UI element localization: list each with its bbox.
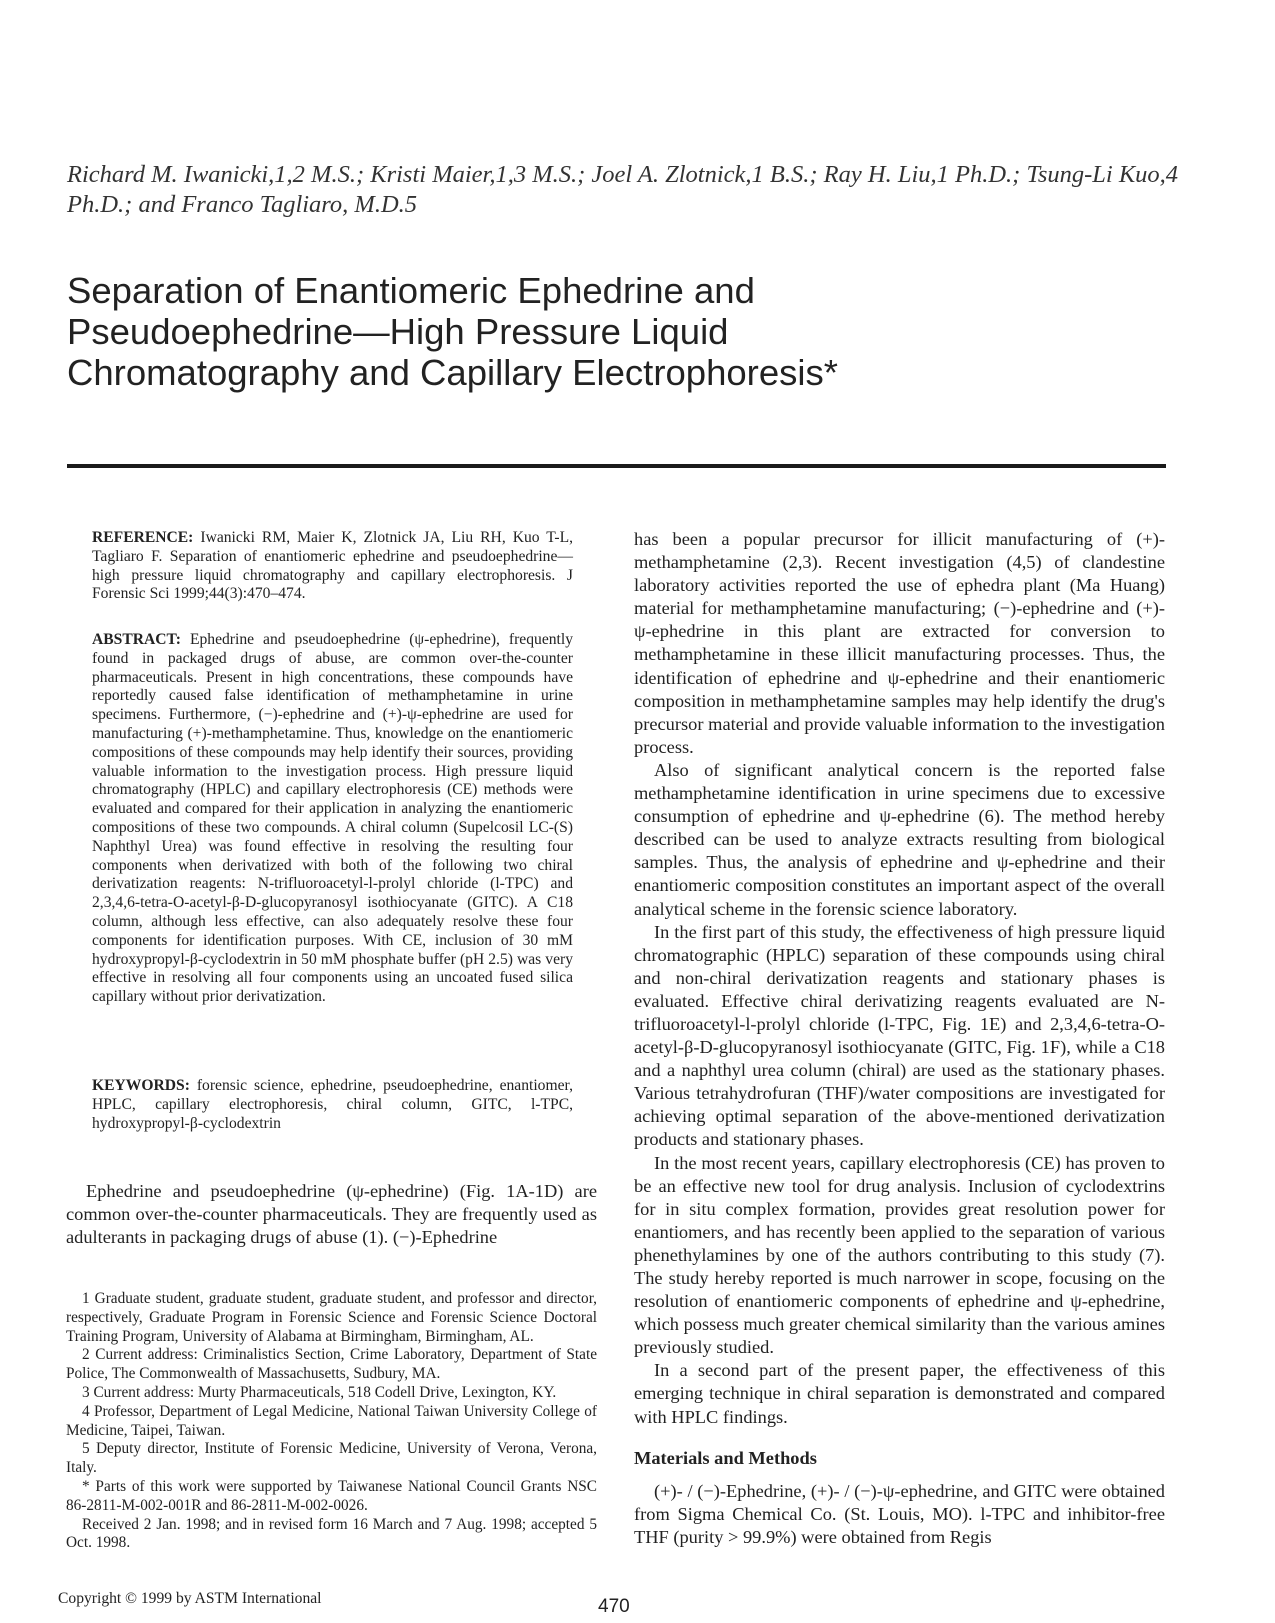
footnote: 5 Deputy director, Institute of Forensic Medicine, University of Verona, Verona, Italy. [66,1440,597,1477]
authors: Richard M. Iwanicki,1,2 M.S.; Kristi Maier,1,3 M.S.; Joel A. Zlotnick,1 B.S.; Ray H. Liu,1 Ph.D.; Tsung-Li Kuo,4 Ph.D.; and Franco Tagliaro, M.D.5 [67,161,1179,218]
paper-title: Separation of Enantiomeric Ephedrine and Pseudoephedrine—High Pressure Liquid Chromatography and Capillary Electrophoresis* [67,270,838,393]
section-heading: Materials and Methods [634,1447,817,1468]
reference-text: Iwanicki RM, Maier K, Zlotnick JA, Liu RH, Kuo T-L, Tagliaro F. Separation of enantiomeric ephedrine and pseudoephedrine—high pressure liquid chromatography and capillary electrophoresis. J Forensic Sci 1999;44(3):470–474. [92,529,573,603]
body-paragraph: (+)- / (−)-Ephedrine, (+)- / (−)-ψ-ephedrine, and GITC were obtained from Sigma Chemical Co. (St. Louis, MO). l-TPC and inhibitor-free THF (purity > 99.9%) were obtained from Regis [634,1480,1165,1547]
body-paragraph: In a second part of the present paper, the effectiveness of this emerging technique in chiral separation is demonstrated and compared with HPLC findings. [634,1360,1165,1427]
reference-block [92,529,573,604]
body-paragraph: In the most recent years, capillary electrophoresis (CE) has proven to be an effective new tool for drug analysis. Inclusion of cyclodextrins for in situ complex formation, provides great resolution power for enantiomers, and has recently been applied to the separation of various phenethylamines by one of the authors contributing to this study (7). The study hereby reported is much narrower in scope, focusing on the resolution of enantiomeric components of ephedrine and ψ-ephedrine, which possess much greater chemical similarity than the various amines previously studied. [634,1152,1165,1358]
intro-text: Ephedrine and pseudoephedrine (ψ-ephedrine) (Fig. 1A-1D) are common over-the-counter pharmaceuticals. They are frequently used as adulterants in packaging drugs of abuse (1). (−)-Ephedrine [66,1181,597,1248]
body-paragraph: Also of significant analytical concern is the reported false methamphetamine identification in urine specimens due to excessive consumption of ephedrine and ψ-ephedrine (6). The method hereby described can be used to analyze extracts resulting from biological samples. Thus, the analysis of ephedrine and ψ-ephedrine and their enantiomeric composition constitutes an important aspect of the overall analytical scheme in the forensic science laboratory. [634,759,1165,919]
page-number: 470 [598,1596,630,1617]
abstract-block [92,631,573,1007]
copyright: Copyright © 1999 by ASTM International [58,1590,322,1607]
keywords-block [92,1077,573,1133]
keywords-label: KEYWORDS: [92,1077,190,1094]
right-column [634,528,1165,1549]
body-paragraph: has been a popular precursor for illicit manufacturing of (+)-methamphetamine (2,3). Recent investigation (4,5) of clandestine laboratory activities reported the use of ephedra plant (Ma Huang) material for methamphetamine manufacturing; (−)-ephedrine and (+)-ψ-ephedrine in this plant are extracted for conversion to methamphetamine in these illicit manufacturing processes. Thus, the identification of ephedrine and ψ-ephedrine and their enantiomeric composition in methamphetamine samples may help identify the drug's precursor material and provide valuable information to the investigation process. [634,529,1165,757]
footnote: Received 2 Jan. 1998; and in revised form 16 March and 7 Aug. 1998; accepted 5 Oct. 1998. [66,1515,597,1552]
footnote: * Parts of this work were supported by Taiwanese National Council Grants NSC 86-2811-M-002-001R and 86-2811-M-002-0026. [66,1477,597,1514]
title-rule [67,464,1166,468]
footnote: 2 Current address: Criminalistics Section, Crime Laboratory, Department of State Police, The Commonwealth of Massachusetts, Sudbury, MA. [66,1346,597,1383]
footnote: 1 Graduate student, graduate student, graduate student, and professor and director, respectively, Graduate Program in Forensic Science and Forensic Science Doctoral Training Program, University of Alabama at Birmingham, Birmingham, AL. [66,1290,597,1345]
keywords-text: forensic science, ephedrine, pseudoephedrine, enantiomer, HPLC, capillary electrophoresis, chiral column, GITC, l-TPC, hydroxypropyl-β-cyclodextrin [92,1077,573,1132]
abstract-text: Ephedrine and pseudoephedrine (ψ-ephedrine), frequently found in packaged drugs of abuse, are common over-the-counter pharmaceuticals. Present in high concentrations, these compounds have reportedly caused false identification of methamphetamine in urine specimens. Furthermore, (−)-ephedrine and (+)-ψ-ephedrine are used for manufacturing (+)-methamphetamine. Thus, knowledge on the enantiomeric compositions of these compounds may help identify their sources, providing valuable information to the investigation process. High pressure liquid chromatography (HPLC) and capillary electrophoresis (CE) methods were evaluated and compared for their application in analyzing the enantiomeric compositions of these two compounds. A chiral column (Supelcosil LC-(S) Naphthyl Urea) was found effective in resolving the resulting four components when derivatized with both of the following two chiral derivatization reagents: N-trifluoroacetyl-l-prolyl chloride (l-TPC) and 2,3,4,6-tetra-O-acetyl-β-D-glucopyranosyl isothiocyanate (GITC). A C18 column, although less effective, can also adequately resolve these four components for identification purposes. With CE, inclusion of 30 mM hydroxypropyl-β-cyclodextrin in 50 mM phosphate buffer (pH 2.5) was very effective in resolving all four components using an uncoated fused silica capillary without prior derivatization. [92,631,573,1006]
footnote: 3 Current address: Murty Pharmaceuticals, 518 Codell Drive, Lexington, KY. [82,1383,557,1401]
intro-paragraph [66,1180,597,1249]
body-paragraph: In the first part of this study, the effectiveness of high pressure liquid chromatographic (HPLC) separation of these compounds using chiral and non-chiral derivatization reagents and stationary phases is evaluated. Effective chiral derivatizing reagents evaluated are N-trifluoroacetyl-l-prolyl chloride (l-TPC, Fig. 1E) and 2,3,4,6-tetra-O-acetyl-β-D-glucopyranosyl isothiocyanate (GITC, Fig. 1F), while a C18 and a naphthyl urea column (chiral) are used as the stationary phases. Various tetrahydrofuran (THF)/water compositions are investigated for achieving optimal separation of the above-mentioned derivatization products and stationary phases. [634,921,1165,1150]
abstract-label: ABSTRACT: [92,631,181,648]
reference-label: REFERENCE: [92,529,194,546]
footnotes [66,1290,597,1553]
footnote: 4 Professor, Department of Legal Medicine, National Taiwan University College of Medicine, Taipei, Taiwan. [66,1402,597,1439]
